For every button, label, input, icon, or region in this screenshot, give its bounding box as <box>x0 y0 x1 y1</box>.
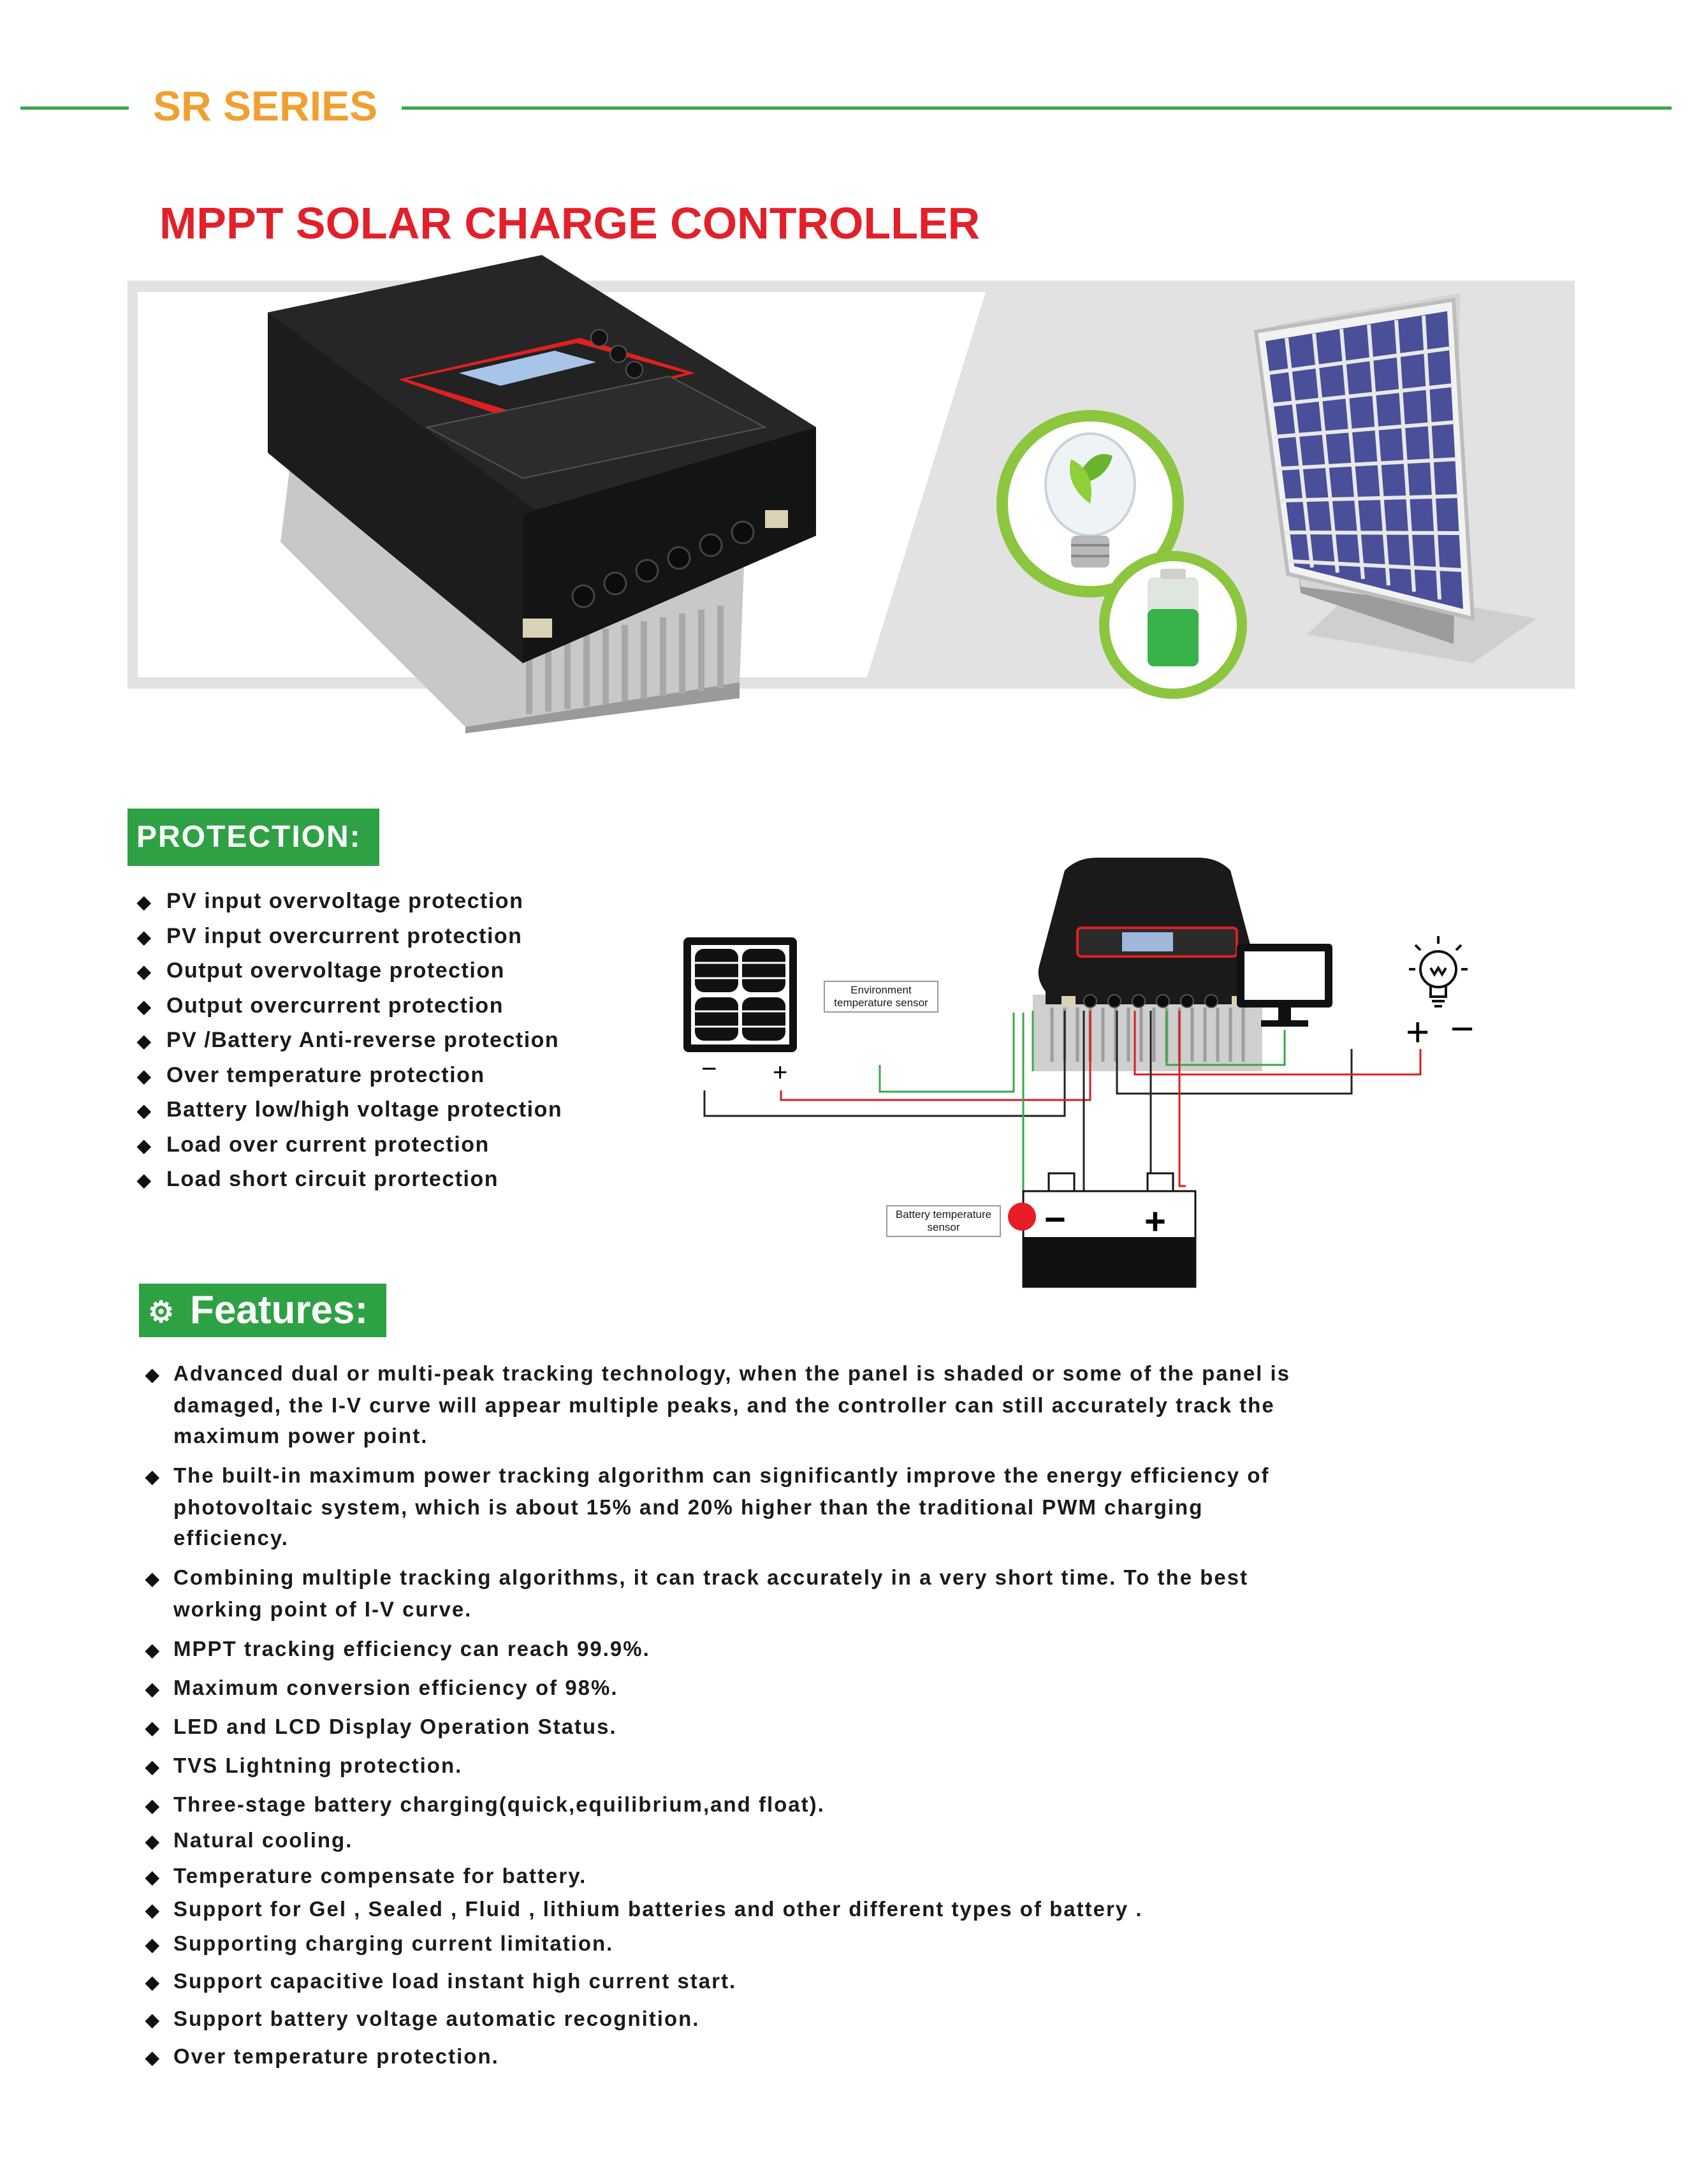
list-item: ◆ PV /Battery Anti-reverse protection <box>137 1028 560 1052</box>
panel-plus-label: + <box>773 1059 788 1087</box>
list-item: ◆ Support for Gel , Sealed , Fluid , lithium batteries and other different types of battery . <box>145 1894 1306 1926</box>
battery-icon <box>1008 1173 1195 1287</box>
light-bulb-load-icon <box>1409 936 1468 1006</box>
list-item: ◆ Maximum conversion efficiency of 98%. <box>145 1673 1306 1704</box>
list-item: ◆ Advanced dual or multi-peak tracking technology, when the panel is shaded or some of the panel is damaged, the I-V curve will appear multiple peaks, and the controller can still accurately track the maximum power point. <box>145 1358 1306 1451</box>
diamond-bullet-icon: ◆ <box>137 1101 152 1120</box>
diamond-bullet-icon: ◆ <box>137 996 152 1016</box>
diamond-bullet-icon: ◆ <box>137 1170 152 1190</box>
diamond-bullet-icon: ◆ <box>145 1935 161 1954</box>
controller-product-image <box>255 242 829 733</box>
diamond-bullet-icon: ◆ <box>145 1718 161 1738</box>
list-item: ◆ Load short circuit prortection <box>137 1167 499 1191</box>
environment-sensor-label: Environment temperature sensor <box>824 981 938 1013</box>
list-item: ◆ Over temperature protection. <box>145 2041 1306 2073</box>
diamond-bullet-icon: ◆ <box>145 1796 161 1815</box>
list-item: ◆ Output overvoltage protection <box>137 958 505 983</box>
list-item: ◆ LED and LCD Display Operation Status. <box>145 1711 1306 1743</box>
panel-minus-label: − <box>701 1053 717 1083</box>
load-minus-label: − <box>1450 1006 1475 1052</box>
battery-plus-label: + <box>1144 1201 1166 1242</box>
diamond-bullet-icon: ◆ <box>145 1569 161 1588</box>
diamond-bullet-icon: ◆ <box>145 1900 161 1920</box>
header-rule-right <box>402 106 1672 110</box>
list-item: ◆ Temperature compensate for battery. <box>145 1861 1306 1893</box>
diamond-bullet-icon: ◆ <box>145 1831 161 1851</box>
solar-panel-image <box>1205 287 1562 670</box>
list-item: ◆ Output overcurrent protection <box>137 993 504 1018</box>
list-item: ◆ TVS Lightning protection. <box>145 1750 1306 1782</box>
diamond-bullet-icon: ◆ <box>137 892 152 912</box>
list-item: ◆ The built-in maximum power tracking algorithm can significantly improve the energy efficiency of photovoltaic system, which is about 15% and 20% higher than the traditional PWM charging efficiency. <box>145 1460 1306 1553</box>
diamond-bullet-icon: ◆ <box>145 2048 161 2067</box>
diamond-bullet-icon: ◆ <box>145 1757 161 1777</box>
list-item: ◆ Combining multiple tracking algorithms, it can track accurately in a very short time. To the best working point of I-V curve. <box>145 1562 1306 1625</box>
diamond-bullet-icon: ◆ <box>145 1365 161 1384</box>
diamond-bullet-icon: ◆ <box>145 1972 161 1992</box>
diamond-bullet-icon: ◆ <box>137 1031 152 1051</box>
list-item: ◆ Supporting charging current limitation. <box>145 1928 1306 1960</box>
diamond-bullet-icon: ◆ <box>145 2010 161 2030</box>
features-list <box>145 1358 1306 2073</box>
list-item: ◆ MPPT tracking efficiency can reach 99.9%. <box>145 1634 1306 1666</box>
gear-icon: ⚙ <box>148 1295 175 1328</box>
list-item: ◆ Natural cooling. <box>145 1825 1306 1857</box>
list-item: ◆ Support battery voltage automatic recognition. <box>145 2004 1306 2035</box>
series-title: SR SERIES <box>153 82 378 129</box>
diamond-bullet-icon: ◆ <box>145 1467 161 1486</box>
wiring-diagram <box>676 854 1517 1314</box>
list-item: ◆ Support capacitive load instant high current start. <box>145 1966 1306 1998</box>
diamond-bullet-icon: ◆ <box>145 1867 161 1887</box>
list-item: ◆ Over temperature protection <box>137 1062 485 1087</box>
page-title: MPPT SOLAR CHARGE CONTROLLER <box>159 198 981 248</box>
list-item: ◆ PV input overcurrent protection <box>137 923 523 948</box>
diamond-bullet-icon: ◆ <box>137 1135 152 1155</box>
diamond-bullet-icon: ◆ <box>137 962 152 981</box>
diagram-controller-icon <box>1033 858 1262 1071</box>
diamond-bullet-icon: ◆ <box>145 1679 161 1699</box>
diamond-bullet-icon: ◆ <box>137 1066 152 1086</box>
list-item: ◆ Battery low/high voltage protection <box>137 1097 563 1122</box>
header-rule-left <box>20 106 129 110</box>
diagram-solar-panel-icon <box>683 937 797 1052</box>
protection-heading: PROTECTION: <box>128 809 379 866</box>
diamond-bullet-icon: ◆ <box>145 1640 161 1660</box>
list-item: ◆ PV input overvoltage protection <box>137 889 524 913</box>
load-plus-label: + <box>1406 1009 1430 1055</box>
list-item: ◆ Three-stage battery charging(quick,equilibrium,and float). <box>145 1789 1306 1821</box>
diamond-bullet-icon: ◆ <box>137 927 152 947</box>
battery-sensor-label: Battery temperature sensor <box>886 1205 1001 1237</box>
features-heading: ⚙ Features: <box>139 1284 386 1337</box>
battery-minus-label: − <box>1044 1199 1066 1240</box>
list-item: ◆ Load over current protection <box>137 1132 490 1157</box>
protection-list <box>137 889 562 1202</box>
